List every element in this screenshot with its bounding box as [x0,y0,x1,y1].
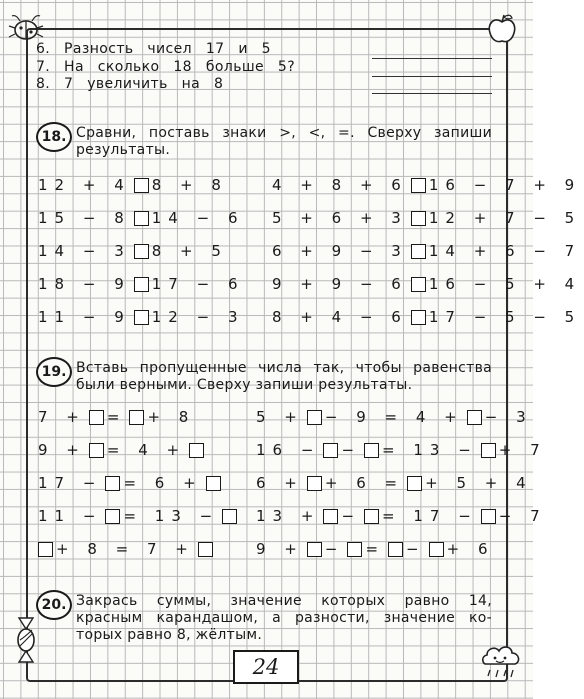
answer-box[interactable] [388,542,403,557]
answer-box[interactable] [198,542,213,557]
task-19-number: 19. [36,357,72,387]
equation-row [38,441,207,459]
equation-part: 11 − [38,507,103,525]
equation-row [38,507,240,525]
task-20-instruction-line: красным карандашом, а разности, значение ко- [76,610,492,626]
expression-right: 16 − 5 + 4 [428,275,582,293]
task-18-instruction-line: результаты. [76,142,171,158]
comparison-row [272,209,584,227]
task-20-number: 20. [36,590,72,620]
equation-part: = 13 − [123,507,220,525]
answer-box[interactable] [323,509,338,524]
comparison-row [272,308,584,326]
cloud-icon [478,640,526,690]
answer-box[interactable] [411,277,426,292]
comparison-row [38,209,248,227]
equation-part: = 6 + [123,474,203,492]
question-number: 8. [36,76,51,92]
task-19-instruction-line: Вставь пропущенные числа так, чтобы равенства [76,360,492,376]
answer-line[interactable] [372,76,492,77]
equation-part: 7 + [38,408,86,426]
answer-box[interactable] [481,509,496,524]
answer-box[interactable] [222,509,237,524]
equation-part: = 17 − [382,507,478,525]
task-19-instruction-line: были верными. Сверху запиши результаты. [76,377,413,393]
answer-box[interactable] [407,476,422,491]
task-18-number: 18. [36,122,72,152]
expression-right: 12 − 3 [151,308,245,326]
answer-box[interactable] [134,310,149,325]
expression-right: 8 + 8 [151,176,228,194]
question-6 [36,41,271,57]
answer-box[interactable] [105,509,120,524]
answer-box[interactable] [38,542,53,557]
expression-right: 16 − 7 + 9 [428,176,582,194]
equation-part: − [324,540,345,558]
expression-left: 14 − 3 [38,242,131,260]
comparison-row [38,275,248,293]
answer-box[interactable] [307,542,322,557]
equation-part: 6 + [256,474,304,492]
apple-icon [484,12,520,46]
expression-left: 15 − 8 [38,209,131,227]
equation-part: 5 + [256,408,304,426]
comparison-row [272,275,584,293]
equation-part: 9 + [256,540,304,558]
expression-right: 14 − 6 [151,209,245,227]
answer-box[interactable] [411,178,426,193]
equation-part: + 8 [147,408,196,426]
expression-right: 12 + 7 − 5 [428,209,582,227]
equation-row [256,507,550,525]
answer-box[interactable] [307,476,322,491]
expression-right: 14 + 6 − 7 [428,242,582,260]
equation-row [256,441,550,459]
equation-part: − 9 = 4 + [324,408,464,426]
equation-part: 13 + [256,507,321,525]
equation-part: + 6 = [324,474,405,492]
answer-box[interactable] [134,277,149,292]
answer-box[interactable] [105,476,120,491]
equation-part: 9 + [38,441,86,459]
equation-row [38,474,224,492]
answer-box[interactable] [347,542,362,557]
expression-right: 17 − 6 [151,275,245,293]
question-text: 7 увеличить на 8 [64,76,224,92]
expression-left: 6 + 9 − 3 [272,242,408,260]
equation-part: − [406,540,426,558]
equation-part: − [341,441,362,459]
answer-box[interactable] [429,542,444,557]
comparison-row [38,242,231,260]
answer-box[interactable] [411,211,426,226]
expression-left: 8 + 4 − 6 [272,308,408,326]
answer-box[interactable] [364,443,379,458]
answer-line[interactable] [372,93,492,94]
equation-part: + 5 + 4 [425,474,533,492]
expression-left: 9 + 9 − 6 [272,275,408,293]
equation-row [38,540,216,558]
equation-part: = 13 − [382,441,478,459]
expression-left: 4 + 8 + 6 [272,176,408,194]
page-number: 24 [233,650,299,684]
question-number: 7. [36,59,51,75]
answer-box[interactable] [134,211,149,226]
equation-part: = [365,540,386,558]
beetle-icon [6,10,46,44]
task-18-instruction-line: Сравни, поставь знаки >, <, =. Сверху запиши [76,125,492,141]
answer-box[interactable] [411,244,426,259]
expression-right: 17 − 5 − 5 [428,308,582,326]
task-20-instruction-line: Закрась суммы, значение которых равно 14, [76,593,492,609]
answer-box[interactable] [129,410,144,425]
equation-part: − 3 [484,408,533,426]
answer-box[interactable] [411,310,426,325]
question-8 [36,76,223,92]
equation-row [256,540,498,558]
expression-left: 18 − 9 [38,275,131,293]
equation-part: + 7 [498,441,547,459]
answer-box[interactable] [134,244,149,259]
answer-line[interactable] [372,58,492,59]
comparison-row [38,308,248,326]
equation-part: = [106,408,127,426]
equation-part: 16 − [256,441,321,459]
answer-box[interactable] [467,410,482,425]
equation-part: + 8 = 7 + [56,540,195,558]
equation-part: = 4 + [106,441,187,459]
question-text: Разность чисел 17 и 5 [64,41,271,57]
question-text: На сколько 18 больше 5? [64,59,296,75]
answer-box[interactable] [481,443,496,458]
answer-box[interactable] [307,410,322,425]
answer-box[interactable] [134,178,149,193]
expression-left: 11 − 9 [38,308,131,326]
answer-box[interactable] [89,410,104,425]
question-number: 6. [36,41,51,57]
comparison-row [272,176,584,194]
equation-part: 17 − [38,474,103,492]
equation-row [38,408,198,426]
answer-box[interactable] [189,443,204,458]
expression-left: 12 + 4 [38,176,131,194]
expression-right: 8 + 5 [151,242,228,260]
answer-box[interactable] [206,476,221,491]
equation-row [256,474,536,492]
answer-box[interactable] [323,443,338,458]
answer-box[interactable] [89,443,104,458]
answer-box[interactable] [364,509,379,524]
comparison-row [38,176,231,194]
comparison-row [272,242,584,260]
equation-part: + 6 [446,540,495,558]
candy-icon [6,610,46,668]
question-7 [36,59,295,75]
equation-part: − [341,507,362,525]
equation-part: − 7 [498,507,547,525]
equation-row [256,408,536,426]
expression-left: 5 + 6 + 3 [272,209,408,227]
task-20-instruction-line: торых равно 8, жёлтым. [76,627,263,643]
